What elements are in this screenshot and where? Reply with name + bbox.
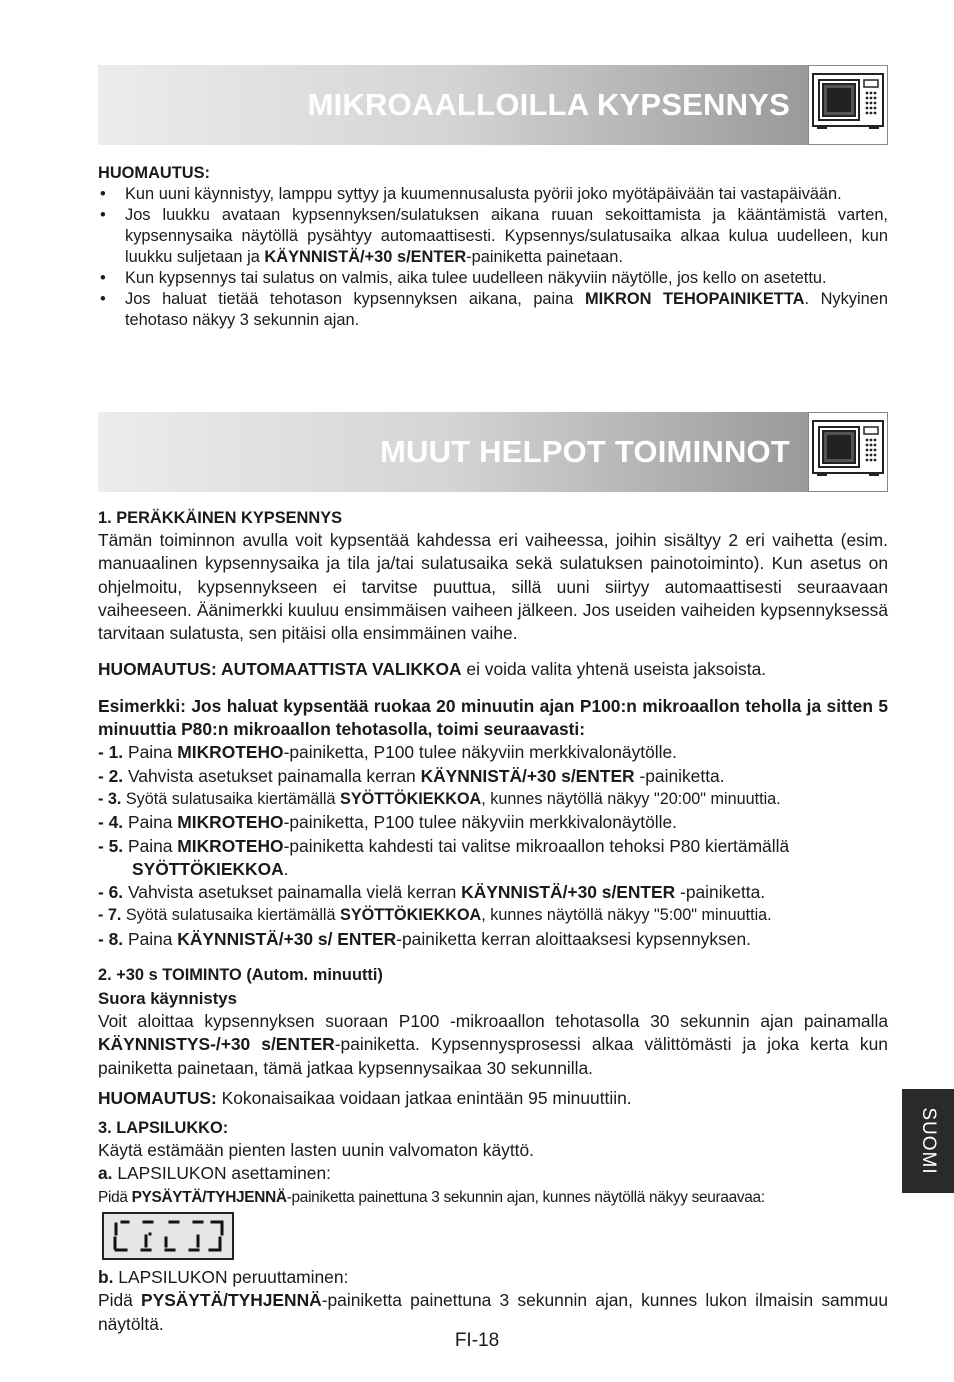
section-banner-other-functions bbox=[98, 412, 888, 492]
auto-minute-section bbox=[98, 964, 888, 1110]
child-lock-display-icon bbox=[102, 1212, 234, 1260]
subsection-heading: 2. +30 s TOIMINTO (Autom. minuutti) bbox=[98, 966, 383, 984]
step-b-instruction: Pidä PYSÄYTÄ/TYHJENNÄ-painiketta painettuna 3 sekunnin ajan, kunnes lukon ilmaisin sammuu näytöltä. bbox=[98, 1290, 888, 1334]
step-a: a. LAPSILUKON asettaminen: bbox=[98, 1163, 331, 1184]
list-item: - 5. Paina MIKROTEHO-painiketta kahdesti tai valitse mikroaallon tehoksi P80 kiertämällä bbox=[98, 835, 790, 856]
list-item: • Jos haluat tietää tehotason kypsennyksen aikana, paina MIKRON TEHOPAINIKETTA. Nykyinen tehotaso näkyy 3 sekunnin ajan. bbox=[98, 289, 888, 331]
note-paragraph: HUOMAUTUS: AUTOMAATTISTA VALIKKOA ei voida valita yhtenä useista jaksoista. bbox=[98, 659, 767, 680]
child-lock-section bbox=[98, 1117, 888, 1209]
microwave-icon bbox=[808, 412, 888, 492]
child-lock-cancel bbox=[98, 1266, 888, 1336]
sequential-cooking-section bbox=[98, 507, 888, 951]
note-heading: HUOMAUTUS: bbox=[98, 164, 210, 182]
list-item: - 4. Paina MIKROTEHO-painiketta, P100 tulee näkyviin merkkivalonäytölle. bbox=[98, 812, 678, 833]
language-label: SUOMI bbox=[918, 1107, 939, 1175]
section-title: MUUT HELPOT TOIMINNOT bbox=[379, 434, 790, 469]
microwave-icon bbox=[808, 65, 888, 145]
language-tab bbox=[902, 1089, 954, 1193]
list-item: • Kun uuni käynnistyy, lamppu syttyy ja kuumennusalusta pyörii joko myötäpäivään tai vastapäivään. bbox=[98, 184, 888, 205]
list-item: • Kun kypsennys tai sulatus on valmis, aika tulee uudelleen näkyviin näytölle, jos kello on asetettu. bbox=[98, 268, 888, 289]
list-item: - 2. Vahvista asetukset painamalla kerran KÄYNNISTÄ/+30 s/ENTER -painiketta. bbox=[98, 765, 725, 786]
note-paragraph: HUOMAUTUS: Kokonaisaikaa voidaan jatkaa enintään 95 minuuttiin. bbox=[98, 1087, 632, 1108]
subsection-subheading: Suora käynnistys bbox=[98, 989, 237, 1008]
subsection-heading: 1. PERÄKKÄINEN KYPSENNYS bbox=[98, 509, 343, 527]
list-item: - 3. Syötä sulatusaika kiertämällä SYÖTTÖKIEKKOA, kunnes näytöllä näkyy "20:00" minuuttia. bbox=[98, 789, 781, 808]
paragraph: Käytä estämään pienten lasten uunin valvomaton käyttö. bbox=[98, 1140, 535, 1160]
list-item: - 1. Paina MIKROTEHO-painiketta, P100 tulee näkyviin merkkivalonäytölle. bbox=[98, 742, 678, 763]
paragraph: Voit aloittaa kypsennyksen suoraan P100 -mikroaallon tehotasolla 30 sekunnin ajan painamalla KÄYNNISTYS-/+30 s/ENTER-painiketta. Kypsennysprosessi alkaa välittömästi ja joka kerta kun painiketta painetaan, tämä jatkaa kypsennysaikaa 30 sekunnilla. bbox=[98, 1011, 888, 1078]
step-list bbox=[98, 741, 888, 951]
step-b: b. LAPSILUKON peruuttaminen: bbox=[98, 1267, 349, 1287]
section-banner-microwave-cooking bbox=[98, 65, 888, 145]
list-item: • Jos luukku avataan kypsennyksen/sulatuksen aikana ruuan sekoittamista ja kääntämistä varten, kypsennysaika näytöllä pysähtyy automaattisesti. Kypsennys/sulatusaika alkaa kulua uudelleen, kun luukku suljetaan ja KÄYNNISTÄ/+30 s/ENTER-painiketta painetaan. bbox=[98, 205, 888, 268]
list-item: - 8. Paina KÄYNNISTÄ/+30 s/ ENTER-painiketta kerran aloittaaksesi kypsennyksen. bbox=[98, 928, 751, 949]
example-paragraph: Esimerkki: Jos haluat kypsentää ruokaa 20 minuutin ajan P100:n mikroaallon teholla ja sitten 5 minuuttia P80:n mikroaallon tehotasolla, toimi seuraavasti: bbox=[98, 695, 888, 740]
list-item: - 6. Vahvista asetukset painamalla vielä kerran KÄYNNISTÄ/+30 s/ENTER -painiketta. bbox=[98, 882, 766, 903]
list-item-continued: SYÖTTÖKIEKKOA. bbox=[132, 858, 289, 879]
paragraph: Tämän toiminnon avulla voit kypsentää kahdessa eri vaiheessa, joihin sisältyy 2 eri vaihetta (esim. manuaalinen kypsennysaika ja tila ja/tai sulatusaika sekä sulatuksen painotoiminto). Kun asetus on ohjelmoitu, kypsennykseen ei tarvitse puuttua, sillä uuni siirtyy automaattisesti seuraavaan vaiheeseen. Äänimerkki kuuluu ensimmäisen vaiheen jälkeen. Jos useiden vaiheiden kypsennyksessä tarvitaan sulatusta, sen pitäisi olla ensimmäinen vaihe. bbox=[98, 530, 888, 644]
list-item: - 7. Syötä sulatusaika kiertämällä SYÖTTÖKIEKKOA, kunnes näytöllä näkyy "5:00" minuuttia. bbox=[98, 906, 772, 925]
microwave-cooking-notes bbox=[98, 163, 888, 331]
page-number: FI-18 bbox=[454, 1330, 500, 1351]
step-a-instruction: Pidä PYSÄYTÄ/TYHJENNÄ-painiketta painettuna 3 sekunnin ajan, kunnes näytöllä näkyy seuraavaa: bbox=[98, 1188, 765, 1206]
note-list bbox=[98, 184, 888, 331]
section-title: MIKROAALLOILLA KYPSENNYS bbox=[307, 87, 790, 122]
subsection-heading: 3. LAPSILUKKO: bbox=[98, 1119, 229, 1137]
